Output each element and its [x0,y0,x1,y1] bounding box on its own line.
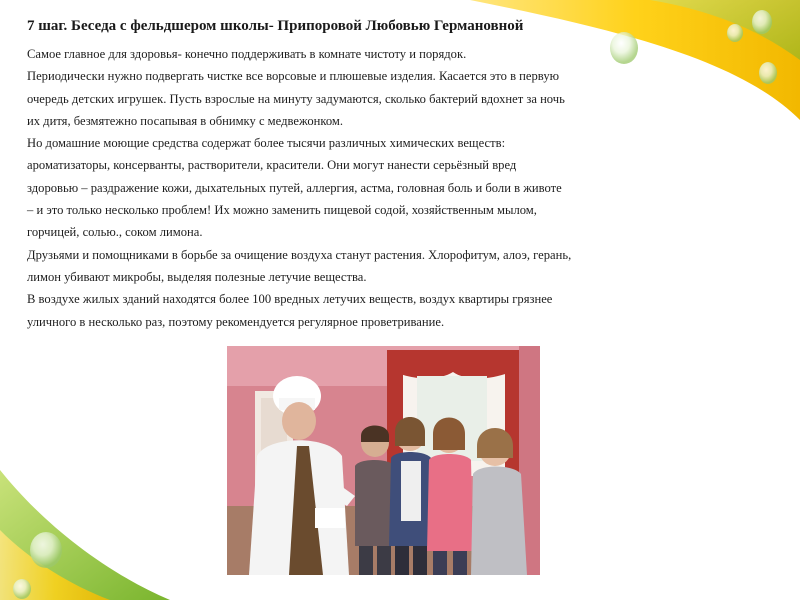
photo-nurse-with-children [227,346,540,575]
text-line: их дитя, безмятежно посапывая в обнимку с медвежонком. [27,113,344,128]
text-line: горчицей, солью., соком лимона. [27,225,203,240]
text-line: очередь детских игрушек. Пусть взрослые на минуту задумаются, сколько бактерий вдохнет за ночь [27,91,565,106]
text-line: Периодически нужно подвергать чистке все ворсовые и плюшевые изделия. Касается это в первую [27,69,560,84]
body-text [27,43,747,333]
text-line: – и это только несколько проблем! Их можно заменить пищевой содой, хозяйственным мылом, [27,203,537,218]
droplet-icon [752,10,772,34]
slide-title: 7 шаг. Беседа с фельдшером школы- Припоровой Любовью Германовной [27,18,524,34]
text-line: Самое главное для здоровья- конечно поддерживать в комнате чистоту и порядок. [27,47,467,61]
droplet-icon [13,579,31,599]
droplet-icon [759,62,777,84]
text-line: В воздухе жилых зданий находятся более 100 вредных летучих веществ, воздух квартиры грязнее [27,292,553,307]
text-line: лимон убивают микробы, выделяя полезные летучие вещества. [27,269,367,284]
text-line: уличного в несколько раз, поэтому рекомендуется регулярное проветривание. [27,314,445,329]
text-line: Друзьями и помощниками в борьбе за очищение воздуха станут растения. Хлорофитум, алоэ, герань, [27,247,572,262]
droplet-icon [30,532,62,568]
text-line: ароматизаторы, консерванты, растворители, красители. Они могут нанести серьёзный вред [27,158,517,173]
text-line: Но домашние моющие средства содержат более тысячи различных химических веществ: [27,136,506,151]
text-line: здоровью – раздражение кожи, дыхательных путей, аллергия, астма, головная боль и боли в животе [27,180,562,195]
